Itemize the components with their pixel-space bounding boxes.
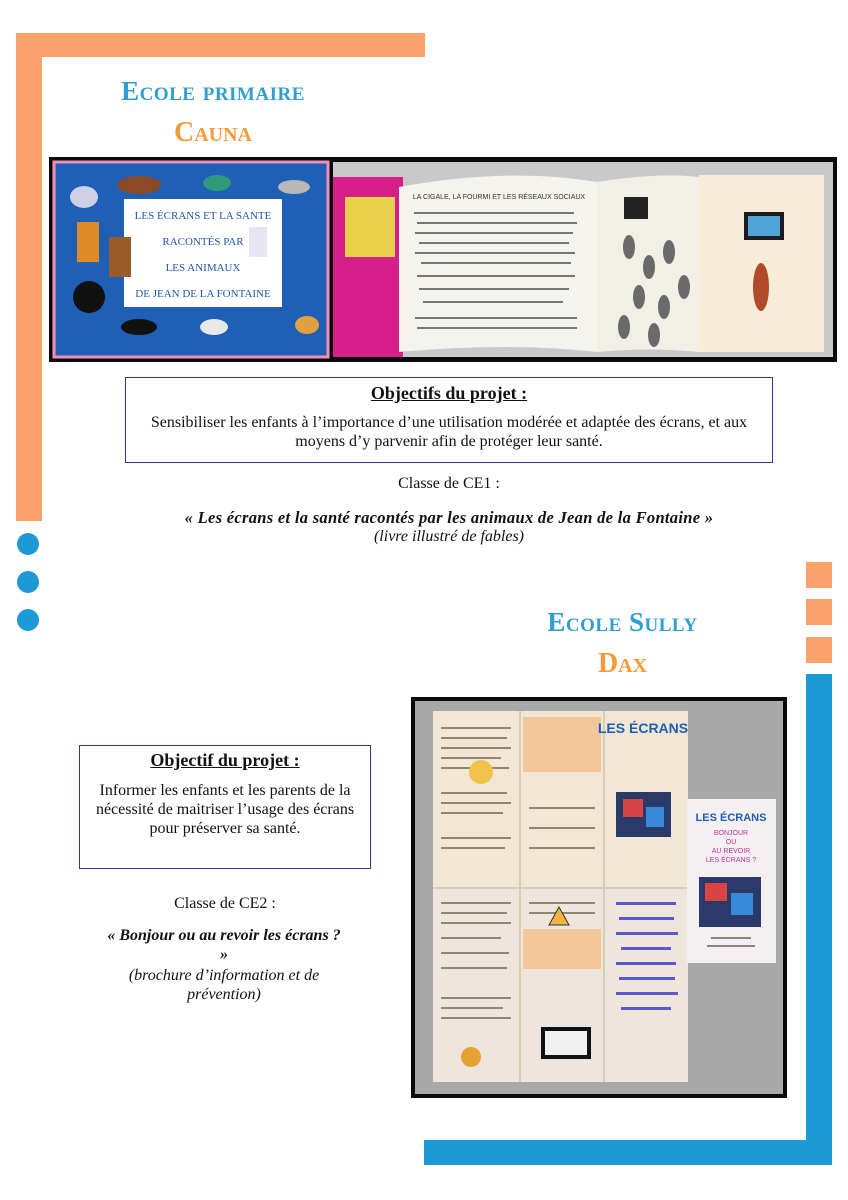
folded-cover-title: LES ÉCRANS <box>695 812 767 824</box>
school1-work-subtitle: (livre illustré de fables) <box>373 528 525 545</box>
blue-frame-right <box>806 674 832 1165</box>
school2-objective-box <box>79 745 371 869</box>
brochure-title: LES ÉCRANS <box>597 720 689 736</box>
orange-square <box>806 562 832 588</box>
school1-city: Cauna <box>174 117 252 148</box>
orange-square <box>806 599 832 625</box>
book-photo-illustration <box>49 157 837 362</box>
school1-name: Ecole primaire <box>121 76 305 106</box>
school1-objectives-box <box>125 377 773 463</box>
school2-city: Dax <box>597 648 648 679</box>
school1-work-title: « Les écrans et la santé racontés par les animaux de Jean de la Fontaine » <box>184 508 714 527</box>
school1-photo <box>49 157 837 362</box>
school1-objectives-title: Objectifs du projet : <box>370 383 528 403</box>
orange-frame-left <box>16 33 42 521</box>
cover-title-line-2: RACONTÉS PAR <box>162 236 244 248</box>
brochure-photo-illustration <box>411 697 787 1098</box>
school2-objective-title: Objectif du projet : <box>150 750 300 770</box>
folded-cover-line3: AU REVOIR <box>711 848 751 855</box>
folded-cover-line4: LES ÉCRANS ? <box>705 857 757 864</box>
blue-dot <box>17 533 39 555</box>
blue-dot <box>17 609 39 631</box>
school2-name: Ecole Sully <box>547 607 698 637</box>
folded-cover-line2: OU <box>725 839 737 846</box>
blue-dot <box>17 571 39 593</box>
cover-title-line-4: DE JEAN DE LA FONTAINE <box>135 288 271 300</box>
school2-photo <box>411 697 787 1098</box>
orange-square <box>806 637 832 663</box>
school2-class-label: Classe de CE2 : <box>174 895 276 912</box>
school2-work-subtitle: (brochure d’information et de prévention) <box>128 967 320 1004</box>
book-page-heading: LA CIGALE, LA FOURMI ET LES RÉSEAUX SOCIAUX <box>412 194 586 201</box>
cover-title-line-3: LES ANIMAUX <box>165 262 241 274</box>
school2-work-title: « Bonjour ou au revoir les écrans ? » <box>107 927 341 964</box>
school1-class-label: Classe de CE1 : <box>398 475 500 492</box>
folded-cover-line1: BONJOUR <box>713 830 749 837</box>
school2-objective-text: Informer les enfants et les parents de la nécessité de maitriser l’usage des écrans pour préserver sa santé. <box>95 782 355 838</box>
school1-objectives-text: Sensibiliser les enfants à l’importance d’une utilisation modérée et adaptée des écrans, et aux moyens d’y parvenir afin de protéger leur santé. <box>150 414 748 451</box>
orange-frame-top <box>16 33 425 57</box>
blue-frame-bottom <box>424 1140 832 1165</box>
cover-title-line-1: LES ÉCRANS ET LA SANTE <box>134 210 272 222</box>
